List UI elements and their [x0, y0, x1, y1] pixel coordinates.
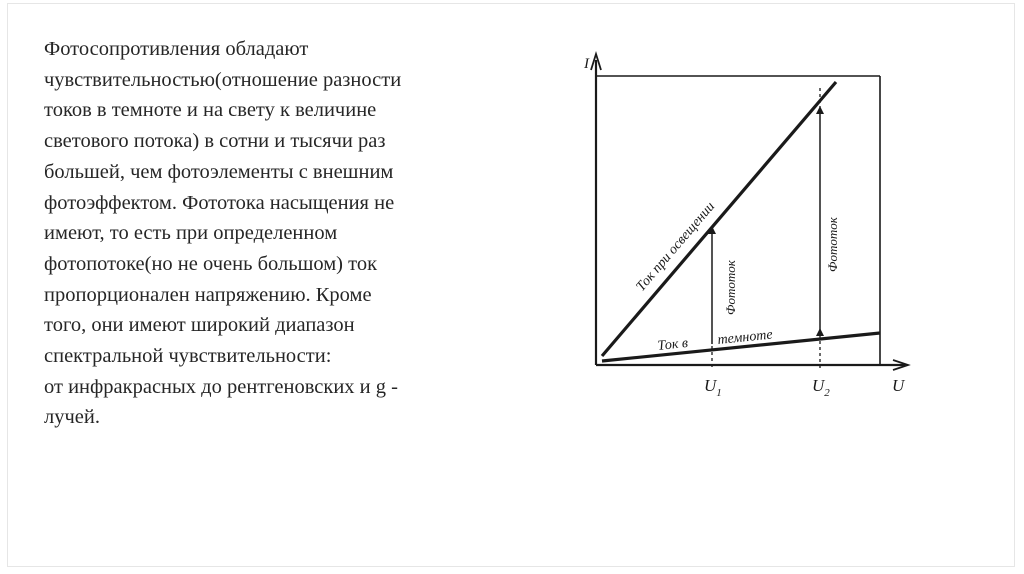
body-text	[44, 34, 514, 433]
text-line: спектральной чувствительности:	[44, 345, 332, 368]
photocurrent-label-u1: Фототок	[723, 260, 738, 315]
text-line: пропорционален напряжению. Кроме	[44, 283, 372, 306]
text-line: большей, чем фотоэлементы с внешним	[44, 160, 394, 183]
dark-line-label-1: Ток в	[656, 335, 689, 354]
iv-diagram	[560, 30, 930, 410]
light-line-label: Ток при освещении	[633, 199, 719, 295]
text-line: фотопотоке(но не очень большом) ток	[44, 252, 378, 275]
tick-u1: $U_1$	[704, 376, 722, 399]
tick-u2: $U_2$	[812, 376, 830, 399]
axis-y-label: I	[584, 56, 589, 72]
text-line: токов в темноте и на свету к величине	[44, 99, 377, 122]
text-line: того, они имеют широкий диапазон	[44, 314, 355, 337]
text-line: светового потока) в сотни и тысячи раз	[44, 130, 386, 153]
text-line: лучей.	[44, 406, 100, 429]
light-current-line	[602, 82, 836, 356]
text-line: от инфракрасных до рентгеновских и g -	[44, 375, 398, 398]
axis-x-label: U	[892, 376, 905, 395]
text-line: фотоэффектом. Фототока насыщения не	[44, 191, 395, 214]
dark-line-label-2: темноте	[716, 327, 774, 348]
text-line: чувствительностью(отношение разности	[44, 68, 402, 91]
text-line: имеют, то есть при определенном	[44, 222, 338, 245]
text-line: Фотосопротивления обладают	[44, 38, 309, 60]
photocurrent-label-u2: Фототок	[825, 217, 840, 272]
